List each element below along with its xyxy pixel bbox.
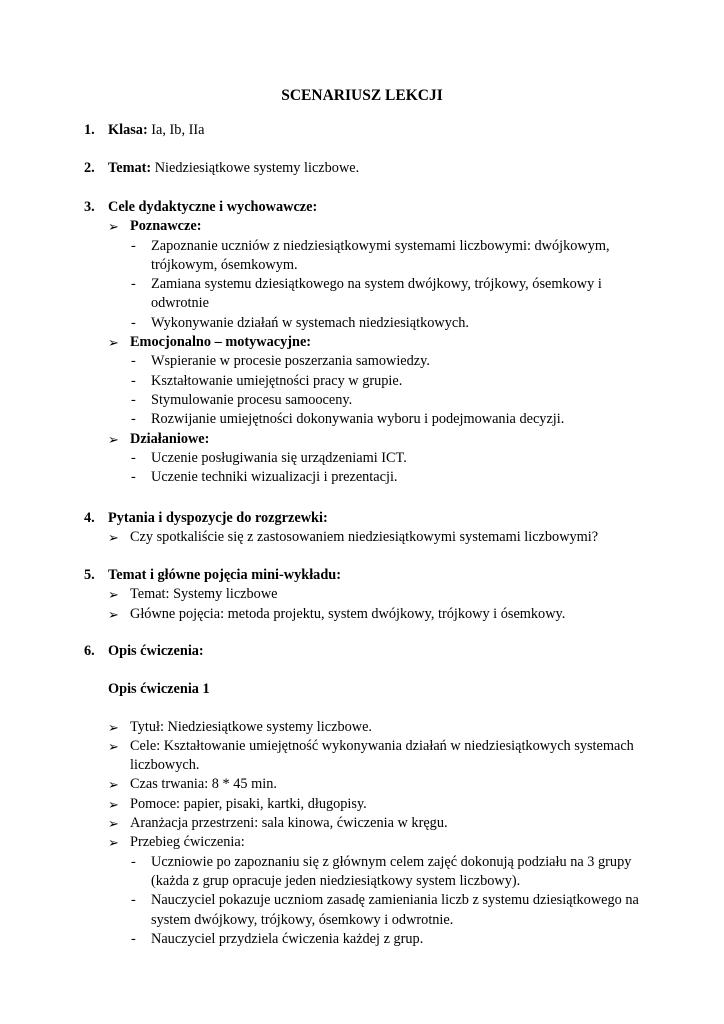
arrow-item: ➢ Czas trwania: 8 * 45 min. (108, 775, 644, 794)
section-temat (84, 159, 644, 178)
section-number: 4. (84, 510, 95, 526)
section-label: Temat i główne pojęcia mini-wykładu: (108, 567, 341, 583)
arrow-item: ➢ Temat: Systemy liczbowe (108, 585, 644, 604)
dash-item: - Stymulowanie procesu samooceny. (108, 391, 644, 410)
section-value: Niedziesiątkowe systemy liczbowe. (151, 160, 360, 176)
dash-item: - Wspieranie w procesie poszerzania samowiedzy. (108, 352, 644, 371)
document-title: SCENARIUSZ LEKCJI (281, 87, 443, 104)
section-pytania (84, 509, 644, 548)
arrow-item: ➢ Przebieg ćwiczenia: (108, 833, 644, 852)
section-mini-wyklad (84, 566, 644, 624)
section-value: Ia, Ib, IIa (147, 122, 205, 138)
section-cele (84, 198, 644, 487)
section-number: 5. (84, 567, 95, 583)
dash-item: - Nauczyciel przydziela ćwiczenia każdej z grup. (108, 930, 644, 949)
section-label: Temat: (108, 160, 152, 176)
arrow-item: ➢ Czy spotkaliście się z zastosowaniem niedziesiątkowymi systemami liczbowymi? (108, 528, 644, 547)
section-label: Pytania i dyspozycje do rozgrzewki: (108, 510, 328, 526)
section-opis-cwiczenia (84, 642, 644, 949)
arrow-item-emocjonalno (108, 333, 644, 352)
section-label: Opis ćwiczenia: (108, 643, 204, 659)
arrow-item: ➢ Aranżacja przestrzeni: sala kinowa, ćwiczenia w kręgu. (108, 814, 644, 833)
category-label: Działaniowe: (130, 430, 210, 447)
arrow-item: ➢ Cele: Kształtowanie umiejętność wykonywania działań w niedziesiątkowych systemach liczbowych. (108, 737, 644, 776)
section-number: 1. (84, 122, 95, 138)
section-number: 6. (84, 643, 95, 659)
dash-item: - Nauczyciel pokazuje uczniom zasadę zamieniania liczb z systemu dziesiątkowego na system dwójkowy, trójkowy, ósemkowy i odwrotnie. (108, 891, 644, 930)
section-label: Cele dydaktyczne i wychowawcze: (108, 199, 318, 215)
section-klasa (84, 121, 644, 140)
dash-item: - Rozwijanie umiejętności dokonywania wyboru i podejmowania decyzji. (108, 410, 644, 429)
arrow-item: ➢ Główne pojęcia: metoda projektu, system dwójkowy, trójkowy i ósemkowy. (108, 605, 644, 624)
subsection-title: Opis ćwiczenia 1 (108, 681, 210, 698)
section-number: 2. (84, 160, 95, 176)
category-label: Emocjonalno – motywacyjne: (130, 334, 312, 351)
dash-item: - Uczenie posługiwania się urządzeniami ICT. (108, 449, 644, 468)
category-label: Poznawcze: (130, 218, 202, 235)
dash-item: - Zamiana systemu dziesiątkowego na system dwójkowy, trójkowy, ósemkowy i odwrotnie (108, 275, 644, 314)
arrow-item-poznawcze (108, 217, 644, 236)
dash-item: - Zapoznanie uczniów z niedziesiątkowymi systemami liczbowymi: dwójkowym, trójkowym, ósemkowym. (108, 237, 644, 276)
dash-item: - Wykonywanie działań w systemach niedziesiątkowych. (108, 314, 644, 333)
arrow-item: ➢ Tytuł: Niedziesiątkowe systemy liczbowe. (108, 718, 644, 737)
section-number: 3. (84, 199, 95, 215)
dash-item: - Uczniowie po zapoznaniu się z głównym celem zajęć dokonują podziału na 3 grupy (każda z grup opracuje jeden niedziesiątkowy system liczbowy). (108, 853, 644, 892)
arrow-item: ➢ Pomoce: papier, pisaki, kartki, długopisy. (108, 795, 644, 814)
arrow-item-dzialaniowe (108, 430, 644, 449)
dash-item: - Kształtowanie umiejętności pracy w grupie. (108, 372, 644, 391)
section-label: Klasa: (108, 122, 148, 138)
dash-item: - Uczenie techniki wizualizacji i prezentacji. (108, 468, 644, 487)
